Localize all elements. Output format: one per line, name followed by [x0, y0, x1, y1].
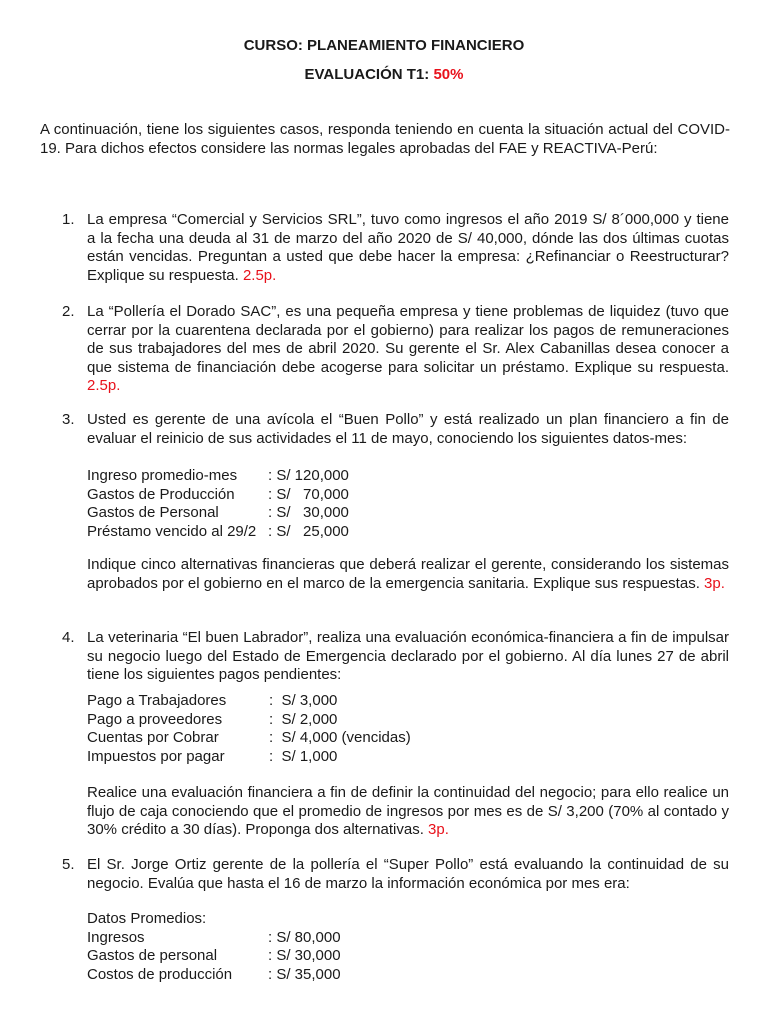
row-value: : S/ 30,000 — [268, 504, 349, 521]
row-label: Gastos de personal — [87, 947, 218, 964]
data-table — [87, 692, 487, 766]
data-heading: Datos Promedios: — [87, 910, 207, 927]
row-label: Cuentas por Cobrar — [87, 729, 219, 746]
data-table — [87, 910, 487, 984]
closing-body: Indique cinco alternativas financieras que deberá realizar el gerente, considerando los sistemas aprobados por el gobierno en el marco de la emergencia sanitaria. Explique sus respuestas. — [87, 556, 729, 592]
question-points: 2.5p. — [242, 266, 277, 284]
question-number: 3. — [62, 411, 75, 428]
evaluation-title — [0, 66, 768, 83]
row-value: : S/ 120,000 — [268, 467, 349, 484]
data-row — [87, 748, 487, 767]
question-text: El Sr. Jorge Ortiz gerente de la pollería el “Super Pollo” está evaluando la continuidad de su negocio. Evalúa que hasta el 16 de marzo la información económica por mes era: — [87, 856, 729, 892]
row-value: : S/ 4,000 (vencidas) — [269, 729, 411, 746]
row-label: Ingresos — [87, 928, 145, 946]
question-body: La “Pollería el Dorado SAC”, es una pequeña empresa y tiene problemas de liquidez (tuvo que cerrar por la cuarentena declarada por el gobierno) para realizar los pagos de remuneraciones de sus trabajadores del mes de abril 2020. Su gerente el Sr. Alex Cabanillas desea conocer a que sistema de financiación debe acogerse para solicitar un préstamo. Explique su respuesta. — [87, 303, 729, 376]
closing-body: Realice una evaluación financiera a fin de definir la continuidad del negocio; para ello realice un flujo de caja conociendo que el promedio de ingresos por mes es de S/ 3,200 (70% al contado y 30% crédito a 30 días). Proponga dos alternativas. — [87, 784, 729, 838]
question-number: 4. — [62, 629, 75, 646]
question-points: 2.5p. — [87, 377, 121, 394]
data-row — [87, 729, 487, 748]
row-value: : S/ 25,000 — [268, 522, 349, 540]
data-row — [87, 486, 487, 505]
data-row — [87, 504, 487, 523]
row-label: Gastos de Personal — [87, 504, 219, 521]
data-row — [87, 523, 487, 542]
row-value: : S/ 1,000 — [269, 747, 338, 765]
question-text — [87, 303, 729, 396]
data-row — [87, 966, 487, 985]
row-value: : S/ 3,000 — [269, 692, 338, 709]
row-label: Ingreso promedio-mes — [87, 467, 238, 484]
question-closing — [87, 556, 729, 593]
question-points: 3p. — [428, 821, 449, 838]
row-value: : S/ 70,000 — [268, 485, 349, 503]
row-label: Pago a proveedores — [87, 710, 223, 728]
row-label: Impuestos por pagar — [87, 747, 225, 765]
question-body: La empresa “Comercial y Servicios SRL”, tuvo como ingresos el año 2019 S/ 8´000,000 y tiene a la fecha una deuda al 31 de marzo del año 2020 de S/ 40,000, dónde las dos últimas cuotas están vencidas. Preguntan a usted que debe hacer la empresa: ¿Refinanciar o Reestructurar? Explique su respuesta. — [87, 211, 729, 284]
row-label: Gastos de Producción — [87, 485, 235, 503]
data-row — [87, 711, 487, 730]
question-number: 2. — [62, 303, 75, 320]
evaluation-weight: 50% — [433, 66, 464, 83]
evaluation-label: EVALUACIÓN T1: — [304, 66, 434, 83]
row-label: Costos de producción — [87, 965, 233, 983]
question-points: 3p. — [704, 574, 725, 592]
question-closing — [87, 784, 729, 840]
data-row — [87, 929, 487, 948]
row-label: Préstamo vencido al 29/2 — [87, 522, 257, 540]
data-row — [87, 947, 487, 966]
data-table — [87, 467, 487, 541]
row-value: : S/ 35,000 — [268, 965, 341, 983]
question-text: La veterinaria “El buen Labrador”, realiza una evaluación económica-financiera a fin de impulsar su negocio luego del Estado de Emergencia declarado por el gobierno. Al día lunes 27 de abril tiene los siguientes pagos pendientes: — [87, 629, 729, 683]
row-value: : S/ 30,000 — [268, 947, 341, 964]
row-value: : S/ 2,000 — [269, 710, 338, 728]
intro-paragraph: A continuación, tiene los siguientes casos, responda teniendo en cuenta la situación actual del COVID-19. Para dichos efectos considere las normas legales aprobadas del FAE y REACTIVA-Perú: — [40, 121, 730, 157]
question-number: 1. — [62, 211, 75, 228]
question-text: Usted es gerente de una avícola el “Buen Pollo” y está realizado un plan financiero a fin de evaluar el reinicio de sus actividades el 11 de mayo, conociendo los siguientes datos-mes: — [87, 411, 729, 447]
row-label: Pago a Trabajadores — [87, 692, 227, 709]
data-row — [87, 692, 487, 711]
data-row — [87, 467, 487, 486]
question-text — [87, 211, 729, 285]
course-title: CURSO: PLANEAMIENTO FINANCIERO — [243, 37, 525, 54]
question-number: 5. — [62, 856, 75, 873]
row-value: : S/ 80,000 — [268, 928, 341, 946]
